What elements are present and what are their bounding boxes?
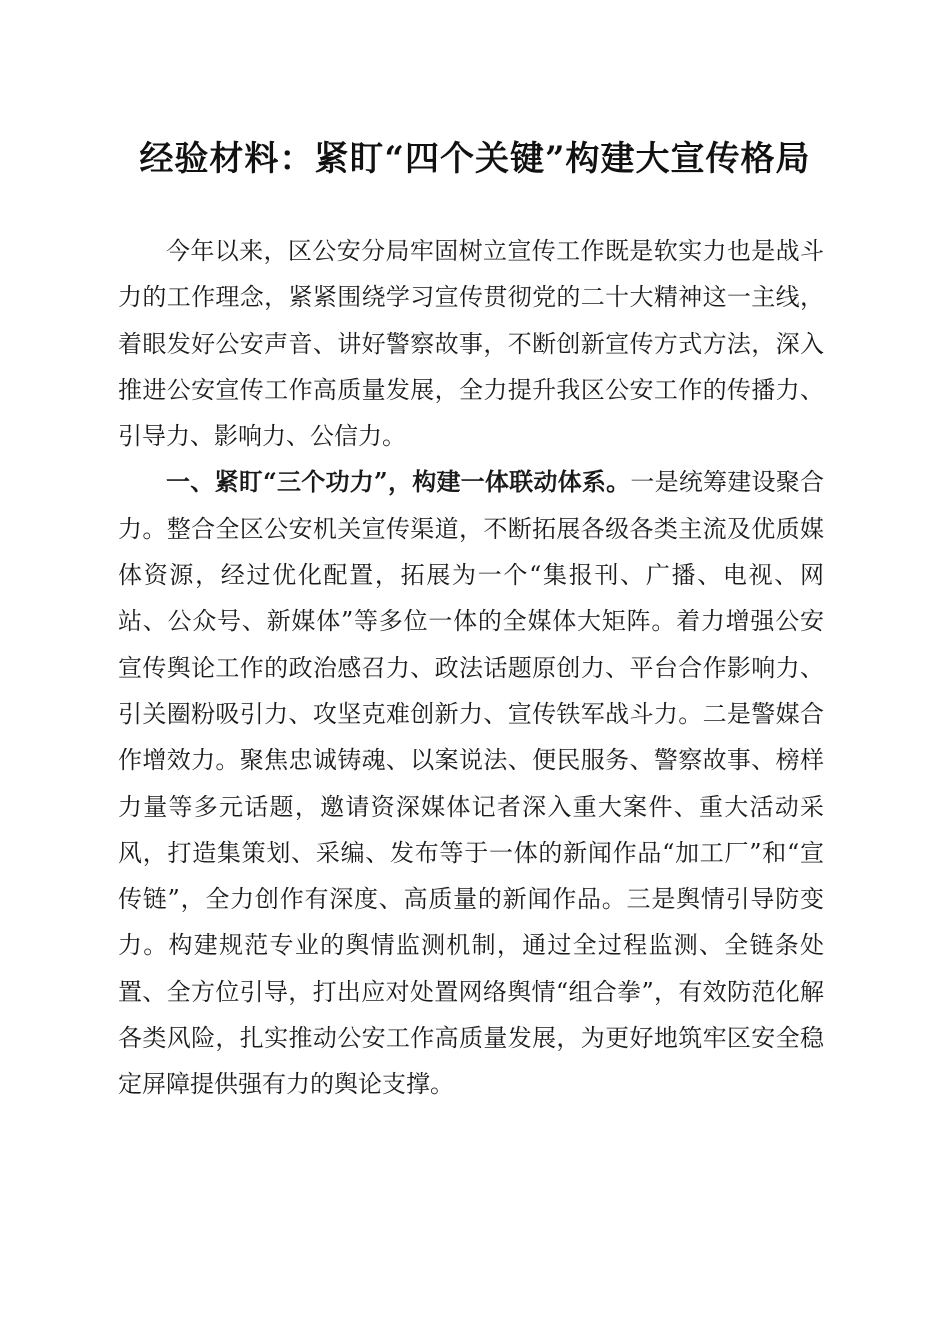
paragraph-intro-text: 今年以来，区公安分局牢固树立宣传工作既是软实力也是战斗力的工作理念，紧紧围绕学习宣传贯彻党的二十大精神这一主线，着眼发好公安声音、讲好警察故事，不断创新宣传方式方法，深入推进公安宣传工作高质量发展，全力提升我区公安工作的传播力、引导力、影响力、公信力。 xyxy=(118,237,824,451)
document-body xyxy=(118,228,824,1108)
section-1-heading: 一、紧盯“三个功力”，构建一体联动体系。 xyxy=(166,467,631,497)
document-title: 经验材料：紧盯“四个关键”构建大宣传格局 xyxy=(139,139,811,179)
paragraph-intro xyxy=(118,228,824,459)
paragraph-section-1 xyxy=(118,459,824,1107)
section-1-text: 一是统筹建设聚合力。整合全区公安机关宣传渠道，不断拓展各级各类主流及优质媒体资源，经过优化配置，拓展为一个“集报刊、广播、电视、网站、公众号、新媒体”等多位一体的全媒体大矩阵。着力增强公安宣传舆论工作的政治感召力、政法话题原创力、平台合作影响力、引关圈粉吸引力、攻坚克难创新力、宣传铁军战斗力。二是警媒合作增效力。聚焦忠诚铸魂、以案说法、便民服务、警察故事、榜样力量等多元话题，邀请资深媒体记者深入重大案件、重大活动采风，打造集策划、采编、发布等于一体的新闻作品“加工厂”和“宣传链”，全力创作有深度、高质量的新闻作品。三是舆情引导防变力。构建规范专业的舆情监测机制，通过全过程监测、全链条处置、全方位引导，打出应对处置网络舆情“组合拳”，有效防范化解各类风险，扎实推动公安工作高质量发展，为更好地筑牢区安全稳定屏障提供强有力的舆论支撑。 xyxy=(118,468,825,1099)
